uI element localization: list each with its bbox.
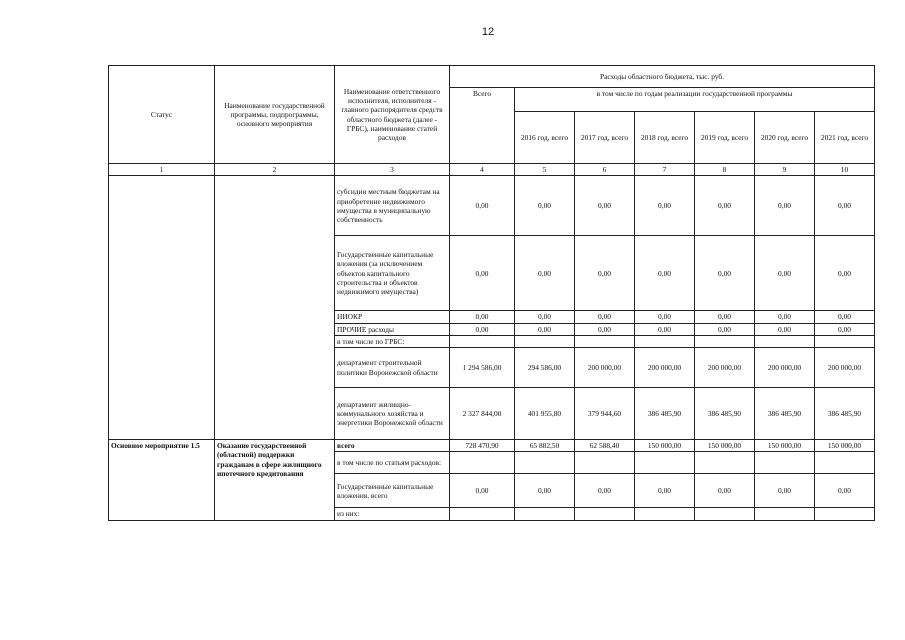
row-value: 386 485,90 [635,388,695,440]
row-value: 0,00 [515,311,575,323]
column-number: 2 [215,164,335,176]
row-value [635,508,695,520]
row-value [755,508,815,520]
page-number: 12 [481,26,495,38]
row-label: департамент жилищно-коммунального хозяйства и энергетики Воронежской области [335,388,450,440]
row-label: Государственные капитальные вложения (за исключением объектов капитального строительства и объектов недвижимого имущества) [335,236,450,311]
row-value: 2 327 844,00 [450,388,515,440]
row-value: 0,00 [635,474,695,508]
row-value: 0,00 [515,474,575,508]
row-value: 0,00 [450,176,515,236]
row-value: 0,00 [815,323,875,335]
column-number: 5 [515,164,575,176]
column-number: 1 [109,164,215,176]
row-value: 62 588,40 [575,440,635,452]
row-label: всего [335,440,450,452]
measure-name: Оказание государственной (областной) поддержки гражданам в сфере жилищного ипотечного кредитования [215,440,335,521]
budget-table [108,65,875,521]
row-value: 0,00 [815,236,875,311]
row-value: 200 000,00 [695,348,755,388]
row-value [815,508,875,520]
row-value: 386 485,90 [755,388,815,440]
row-value [815,335,875,347]
header-executor: Наименование ответственного исполнителя, исполнителя - главного распорядителя средств областного бюджета (далее - ГРБС), наименование статей расходов [335,66,450,164]
row-value: 150 000,00 [815,440,875,452]
row-value: 0,00 [815,474,875,508]
row-value [695,508,755,520]
row-value: 0,00 [635,176,695,236]
row-label: Государственные капитальные вложения, всего [335,474,450,508]
row-value: 0,00 [755,176,815,236]
header-status: Статус [109,66,215,164]
row-value: 200 000,00 [755,348,815,388]
row-value: 200 000,00 [815,348,875,388]
header-year: 2018 год, всего [635,112,695,164]
row-value [695,335,755,347]
row-value: 0,00 [575,176,635,236]
row-value: 0,00 [695,176,755,236]
header-by-years: в том числе по годам реализации государственной программы [515,88,875,112]
row-value [755,335,815,347]
row-value: 150 000,00 [635,440,695,452]
column-number: 4 [450,164,515,176]
row-value: 200 000,00 [635,348,695,388]
header-program-name: Наименование государственной программы, подпрограммы, основного мероприятия [215,66,335,164]
row-value: 200 000,00 [575,348,635,388]
row-label: субсидии местным бюджетам на приобретение недвижимого имущества в муниципальную собственность [335,176,450,236]
row-value [575,452,635,474]
row-value [515,452,575,474]
row-label: НИОКР [335,311,450,323]
row-value [815,452,875,474]
header-year: 2017 год, всего [575,112,635,164]
row-value: 294 586,00 [515,348,575,388]
row-value: 0,00 [450,236,515,311]
row-value: 0,00 [635,311,695,323]
row-value: 0,00 [755,311,815,323]
row-label: в том числе по статьям расходов: [335,452,450,474]
header-year: 2016 год, всего [515,112,575,164]
row-value [450,452,515,474]
row-value: 0,00 [695,311,755,323]
row-value: 0,00 [450,323,515,335]
row-value [450,335,515,347]
row-value [635,452,695,474]
row-value: 65 882,50 [515,440,575,452]
row-value: 0,00 [755,323,815,335]
column-number: 7 [635,164,695,176]
row-value: 150 000,00 [695,440,755,452]
header-year: 2021 год, всего [815,112,875,164]
row-value: 0,00 [695,474,755,508]
row-value: 401 955,80 [515,388,575,440]
row-value: 386 485,90 [695,388,755,440]
row-value [515,335,575,347]
row-label: ПРОЧИЕ расходы [335,323,450,335]
row-value: 0,00 [815,176,875,236]
row-value: 1 294 586,00 [450,348,515,388]
row-value: 0,00 [635,236,695,311]
row-value [450,508,515,520]
column-number: 6 [575,164,635,176]
row-value: 0,00 [515,236,575,311]
table-row [109,176,875,236]
header-total: Всего [450,88,515,164]
row-value: 0,00 [755,474,815,508]
status-cell-empty [109,176,215,440]
column-number: 9 [755,164,815,176]
row-label: в том числе по ГРБС: [335,335,450,347]
measure-status: Основное мероприятие 1.5 [109,440,215,521]
table-row [109,440,875,452]
row-value: 0,00 [695,323,755,335]
name-cell-empty [215,176,335,440]
row-label: департамент строительной политики Воронежской области [335,348,450,388]
row-label: из них: [335,508,450,520]
row-value: 0,00 [515,323,575,335]
header-year: 2020 год, всего [755,112,815,164]
header-expenses: Расходы областного бюджета, тыс. руб. [450,66,875,88]
row-value: 0,00 [575,311,635,323]
row-value: 379 944,60 [575,388,635,440]
row-value: 150 000,00 [755,440,815,452]
row-value [635,335,695,347]
row-value [755,452,815,474]
row-value [695,452,755,474]
row-value: 0,00 [575,474,635,508]
column-number: 10 [815,164,875,176]
row-value [575,508,635,520]
column-number: 8 [695,164,755,176]
row-value: 728 470,90 [450,440,515,452]
row-value: 0,00 [450,474,515,508]
row-value [575,335,635,347]
column-number: 3 [335,164,450,176]
row-value: 0,00 [575,323,635,335]
row-value: 0,00 [695,236,755,311]
row-value: 0,00 [815,311,875,323]
row-value: 0,00 [515,176,575,236]
row-value: 0,00 [450,311,515,323]
row-value: 386 485,90 [815,388,875,440]
row-value: 0,00 [755,236,815,311]
row-value: 0,00 [635,323,695,335]
row-value: 0,00 [575,236,635,311]
row-value [515,508,575,520]
header-year: 2019 год, всего [695,112,755,164]
